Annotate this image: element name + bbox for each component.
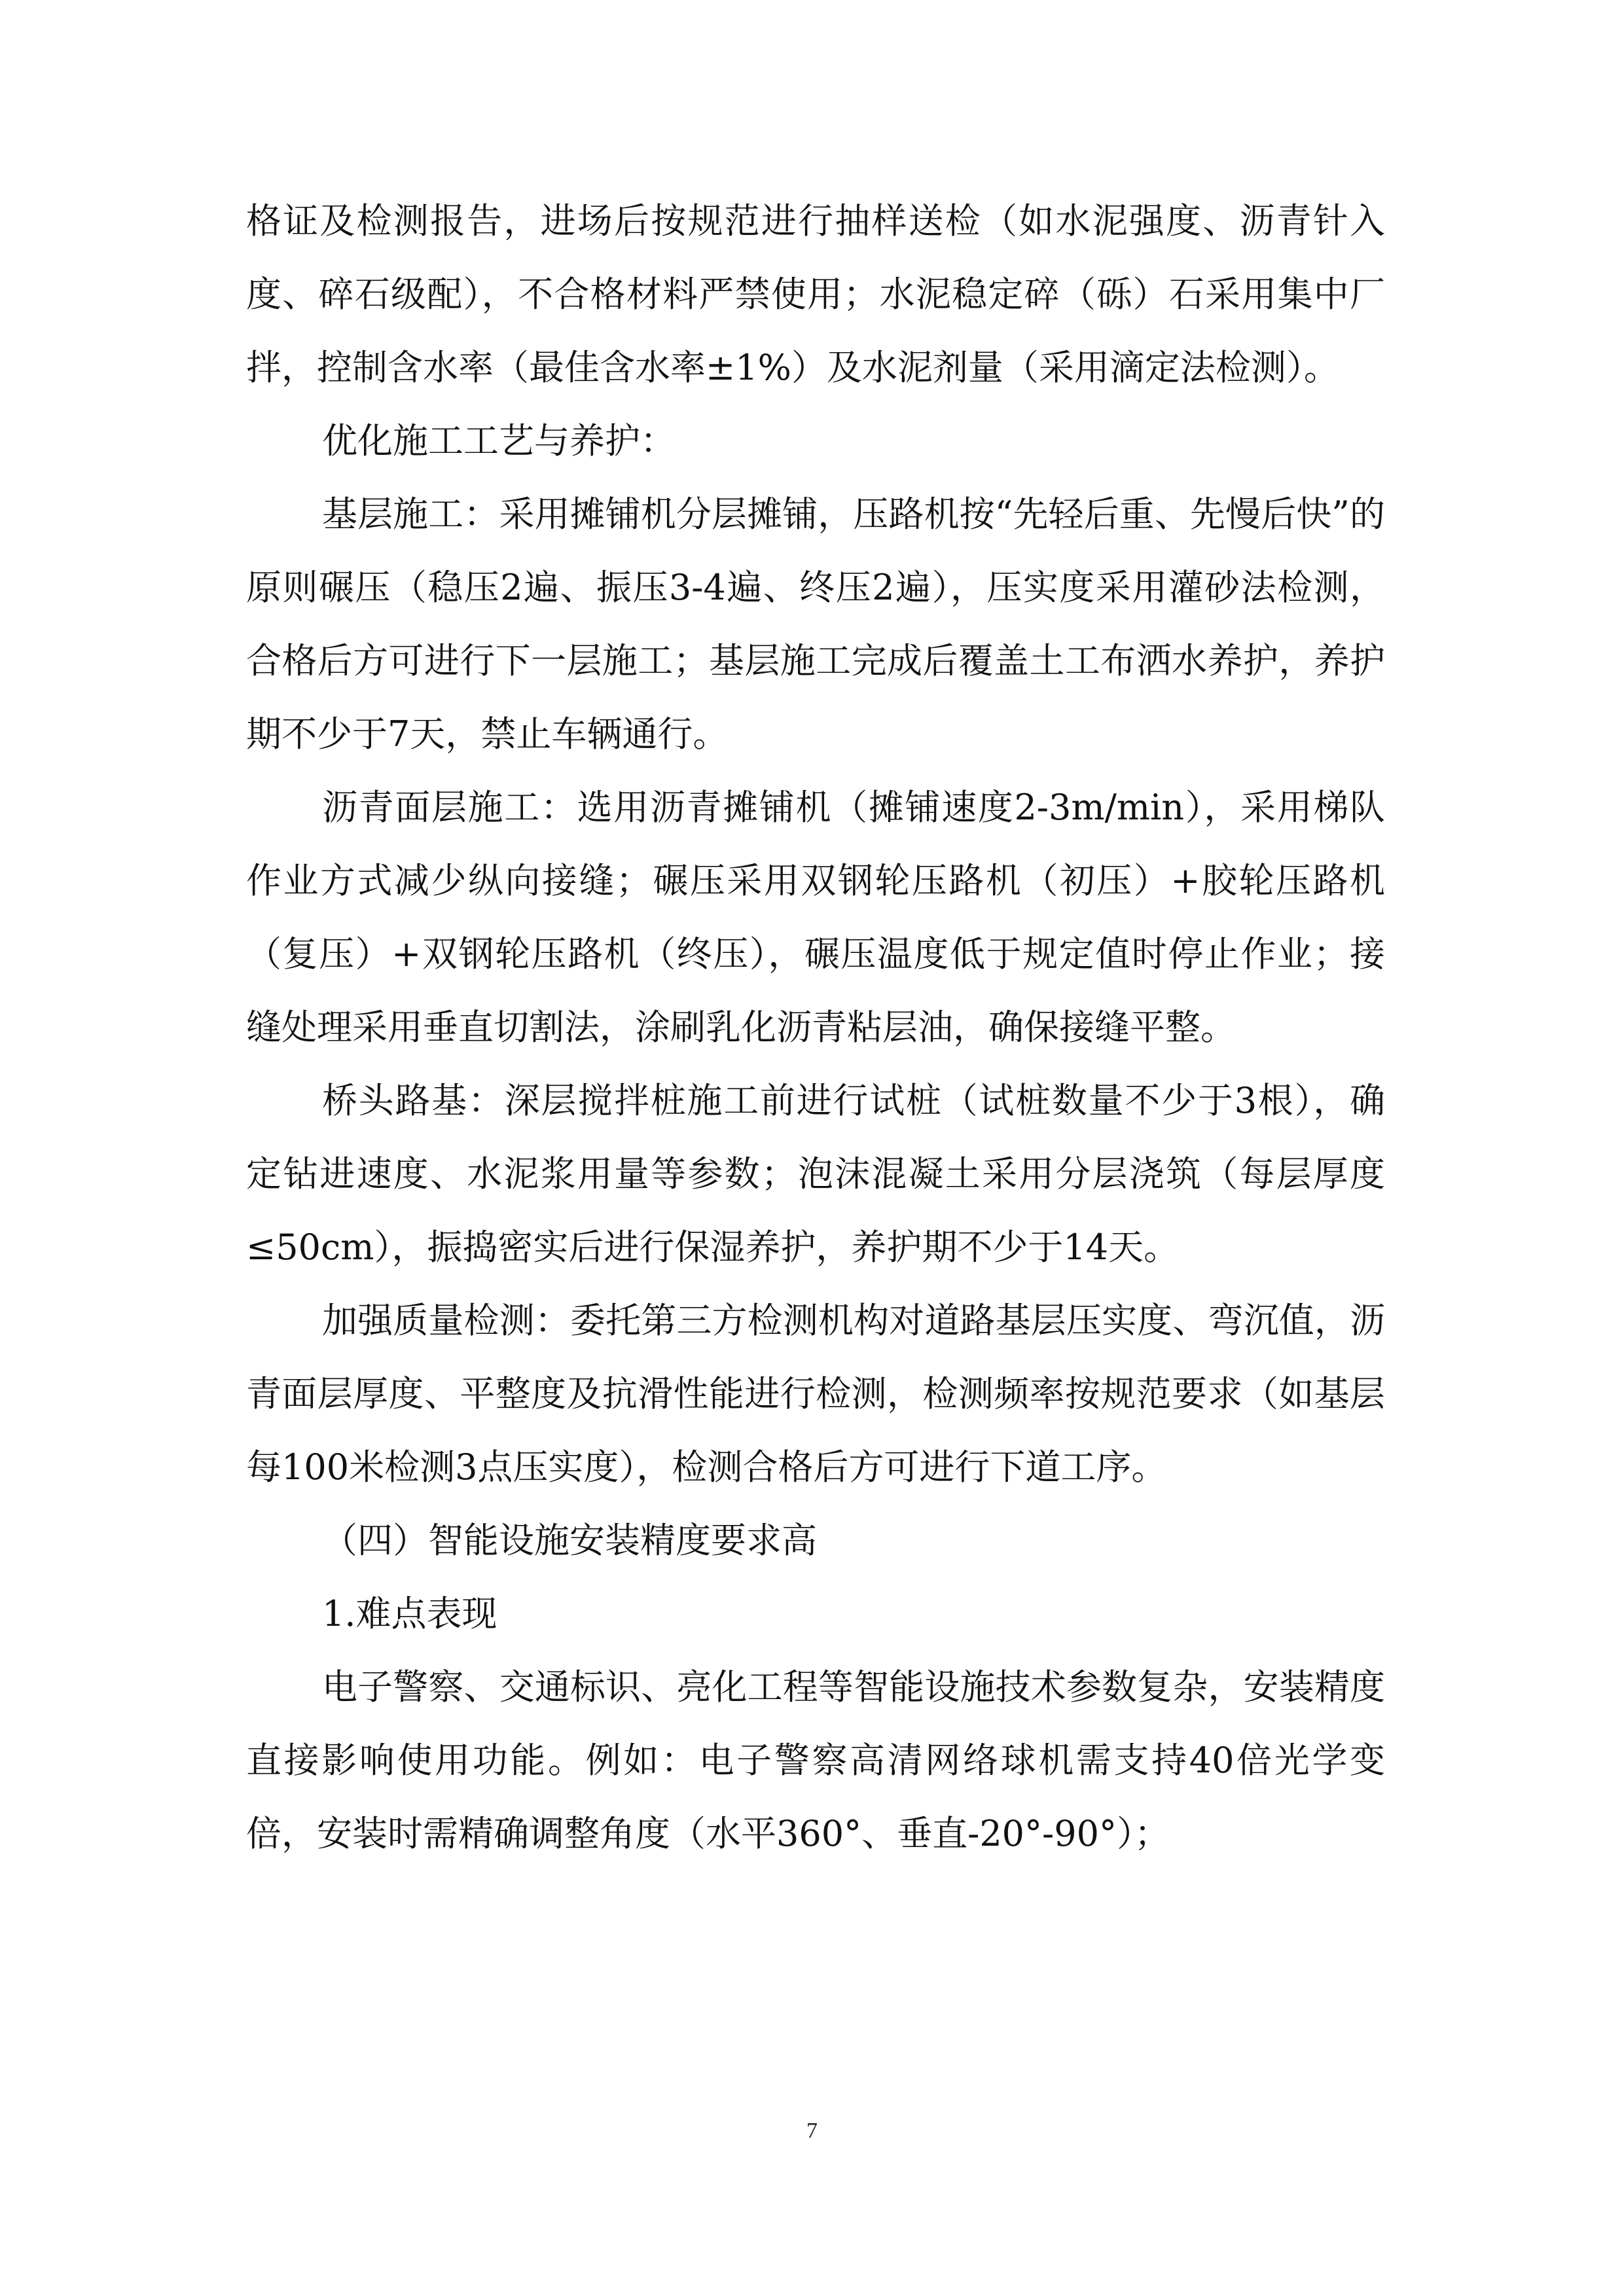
page-number: 7 — [806, 2119, 818, 2143]
paragraph-base-course-construction: 基层施工：采用摊铺机分层摊铺，压路机按“先轻后重、先慢后快”的原则碾压（稳压2遍、振压3-4遍、终压2遍），压实度采用灌砂法检测，合格后方可进行下一层施工；基层施工完成后覆盖土工布洒水养护，养护期不少于7天，禁止车辆通行。 — [246, 493, 1385, 755]
paragraph-material-testing: 格证及检测报告，进场后按规范进行抽样送检（如水泥强度、沥青针入度、碎石级配），不合格材料严禁使用；水泥稳定碎（砾）石采用集中厂拌，控制含水率（最佳含水率±1%）及水泥剂量（采用滴定法检测）。 — [246, 200, 1385, 388]
paragraph-quality-inspection: 加强质量检测：委托第三方检测机构对道路基层压实度、弯沉值，沥青面层厚度、平整度及抗滑性能进行检测，检测频率按规范要求（如基层每100米检测3点压实度），检测合格后方可进行下道工序。 — [246, 1300, 1385, 1488]
page-body — [246, 185, 1385, 1871]
paragraph-bridge-approach-subgrade: 桥头路基：深层搅拌桩施工前进行试桩（试桩数量不少于3根），确定钻进速度、水泥浆用量等参数；泡沫混凝土采用分层浇筑（每层厚度≤50cm），振捣密实后进行保湿养护，养护期不少于14天。 — [246, 1080, 1385, 1268]
section-heading-intelligent-facilities: （四）智能设施安装精度要求高 — [322, 1520, 817, 1561]
paragraph-asphalt-surface-construction: 沥青面层施工：选用沥青摊铺机（摊铺速度2-3m/min），采用梯队作业方式减少纵向接缝；碾压采用双钢轮压路机（初压）+胶轮压路机（复压）+双钢轮压路机（终压），碾压温度低于规定值时停止作业；接缝处理采用垂直切割法，涂刷乳化沥青粘层油，确保接缝平整。 — [246, 787, 1385, 1048]
paragraph-optimize-process-heading: 优化施工工艺与养护： — [322, 420, 676, 461]
paragraph-intelligent-facilities-detail: 电子警察、交通标识、亮化工程等智能设施技术参数复杂，安装精度直接影响使用功能。例如：电子警察高清网络球机需支持40倍光学变倍，安装时需精确调整角度（水平360°、垂直-20°-90°）； — [246, 1666, 1385, 1854]
subsection-heading-difficulty: 1.难点表现 — [322, 1593, 497, 1634]
